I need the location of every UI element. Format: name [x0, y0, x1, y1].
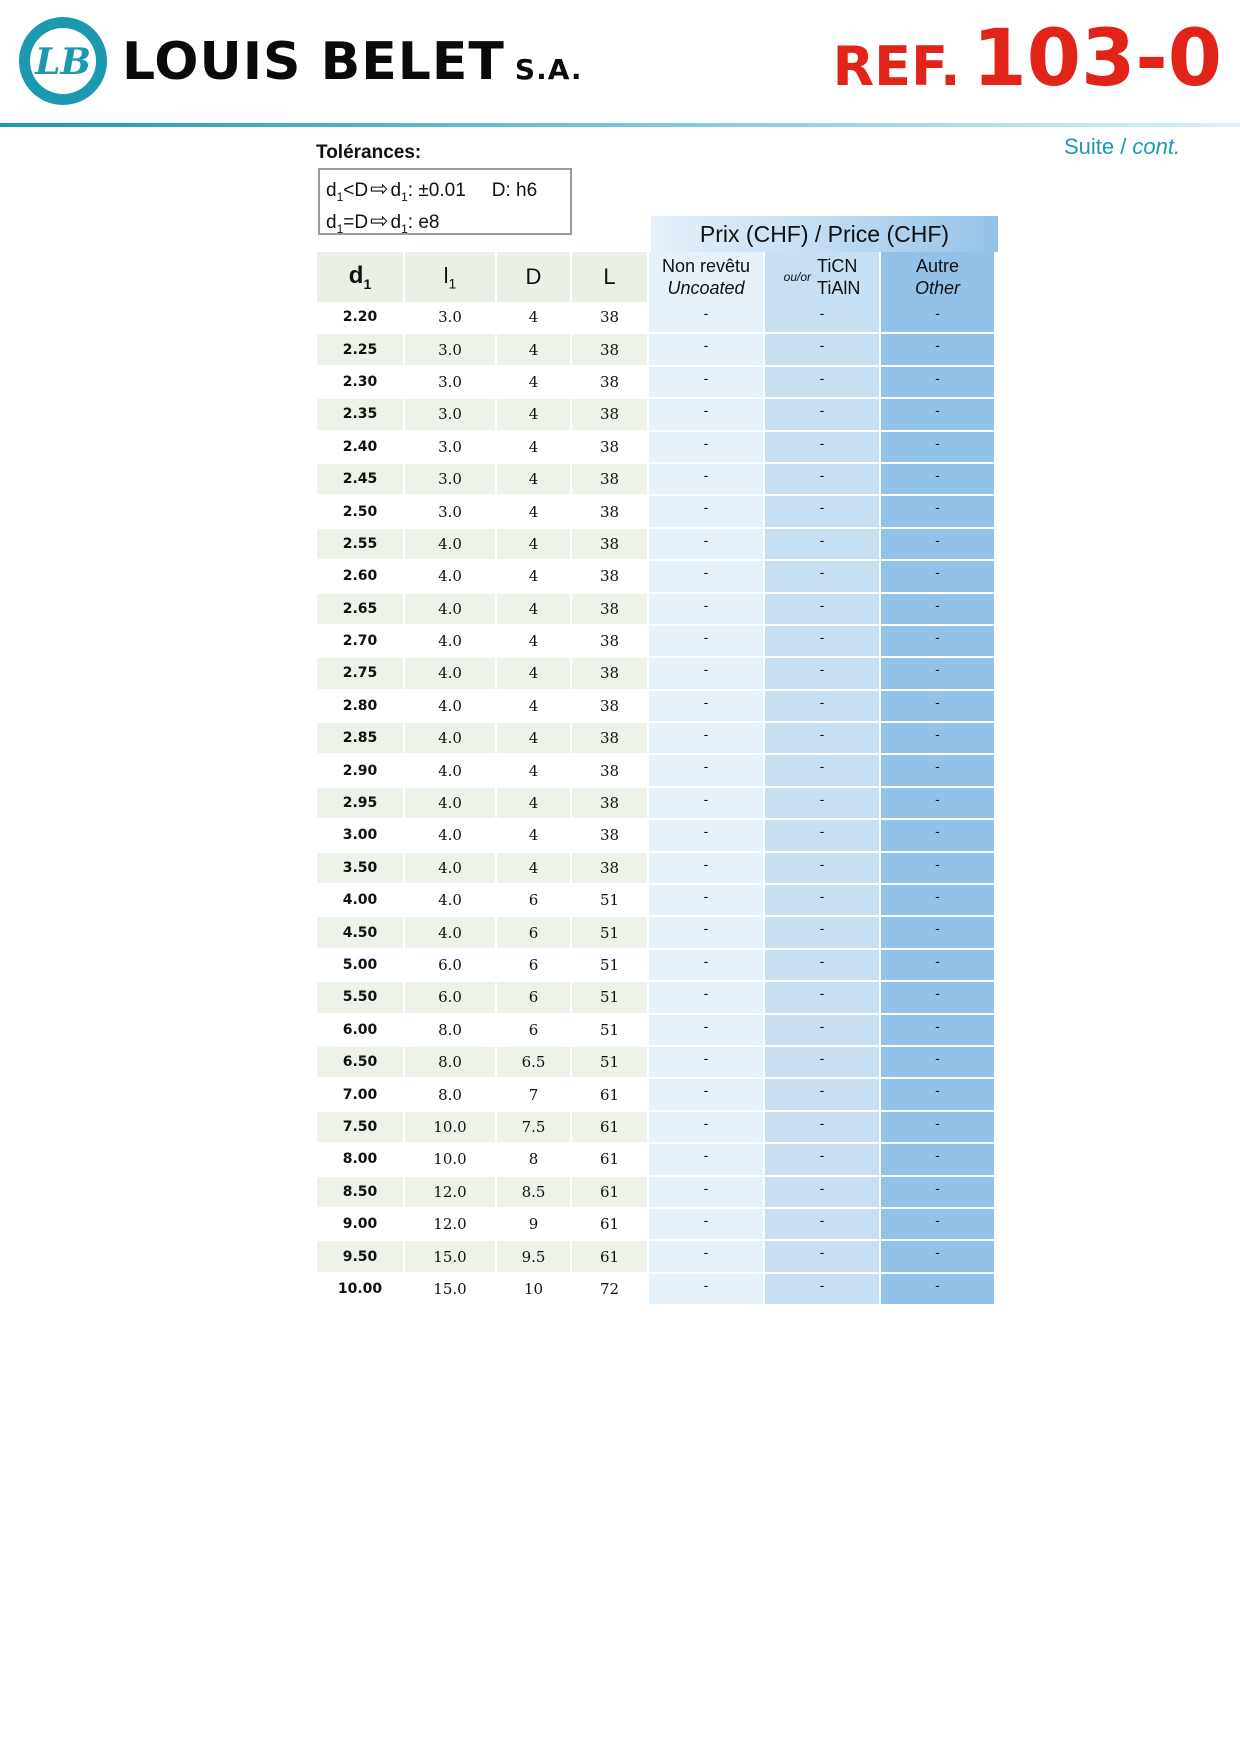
cell-d1: 2.90	[317, 754, 404, 786]
cell-price-coated: -	[764, 949, 880, 981]
cell-price-coated: -	[764, 1143, 880, 1175]
cell-price-coated: -	[764, 1014, 880, 1046]
table-row	[317, 463, 995, 495]
cell-price-uncoated: -	[648, 1111, 764, 1143]
cell-l1: 3.0	[404, 398, 496, 430]
cell-D: 8.5	[496, 1176, 571, 1208]
cell-l1: 12.0	[404, 1176, 496, 1208]
cell-l1: 4.0	[404, 754, 496, 786]
cell-l1: 4.0	[404, 722, 496, 754]
cell-l1: 4.0	[404, 593, 496, 625]
cell-D: 7	[496, 1078, 571, 1110]
table-row	[317, 593, 995, 625]
cell-l1: 4.0	[404, 560, 496, 592]
cell-L: 61	[571, 1240, 648, 1272]
cell-price-other: -	[880, 398, 995, 430]
cell-price-coated: -	[764, 981, 880, 1013]
table-row	[317, 690, 995, 722]
cell-l1: 10.0	[404, 1111, 496, 1143]
table-row	[317, 1046, 995, 1078]
cell-l1: 12.0	[404, 1208, 496, 1240]
cell-D: 4	[496, 754, 571, 786]
cell-d1: 2.35	[317, 398, 404, 430]
table-row	[317, 949, 995, 981]
cell-d1: 8.00	[317, 1143, 404, 1175]
cell-price-coated: -	[764, 1176, 880, 1208]
cell-d1: 9.50	[317, 1240, 404, 1272]
cell-price-other: -	[880, 916, 995, 948]
table-row	[317, 528, 995, 560]
cell-d1: 5.50	[317, 981, 404, 1013]
cell-L: 51	[571, 981, 648, 1013]
cell-price-uncoated: -	[648, 722, 764, 754]
cell-L: 38	[571, 431, 648, 463]
cell-price-uncoated: -	[648, 1046, 764, 1078]
cell-price-other: -	[880, 333, 995, 365]
cell-d1: 5.00	[317, 949, 404, 981]
cell-price-uncoated: -	[648, 398, 764, 430]
cell-price-uncoated: -	[648, 916, 764, 948]
reference-number	[833, 14, 1222, 104]
cell-l1: 6.0	[404, 949, 496, 981]
cell-price-coated: -	[764, 560, 880, 592]
cell-price-coated: -	[764, 852, 880, 884]
col-header-D: D	[496, 252, 571, 302]
cell-L: 38	[571, 398, 648, 430]
cell-L: 38	[571, 754, 648, 786]
continuation-en: cont.	[1132, 134, 1181, 159]
cell-D: 8	[496, 1143, 571, 1175]
cell-D: 4	[496, 366, 571, 398]
cell-price-coated: -	[764, 333, 880, 365]
cell-d1: 6.00	[317, 1014, 404, 1046]
arrow-right-icon: ⇨	[370, 208, 389, 233]
cell-price-coated: -	[764, 1046, 880, 1078]
cell-price-uncoated: -	[648, 949, 764, 981]
cell-d1: 2.50	[317, 495, 404, 527]
cell-l1: 3.0	[404, 495, 496, 527]
company-name-main: LOUIS BELET	[122, 32, 505, 92]
cell-d1: 7.00	[317, 1078, 404, 1110]
cell-L: 51	[571, 916, 648, 948]
cell-L: 38	[571, 690, 648, 722]
tolerances-box	[318, 168, 572, 235]
table-row	[317, 560, 995, 592]
cell-price-uncoated: -	[648, 754, 764, 786]
sizes-table	[317, 252, 996, 1306]
continuation-fr: Suite /	[1064, 134, 1127, 159]
cell-L: 38	[571, 819, 648, 851]
cell-d1: 2.20	[317, 302, 404, 333]
cell-d1: 2.95	[317, 787, 404, 819]
cell-D: 4	[496, 625, 571, 657]
table-row	[317, 366, 995, 398]
cell-price-uncoated: -	[648, 1273, 764, 1305]
table-row	[317, 754, 995, 786]
cell-d1: 10.00	[317, 1273, 404, 1305]
cell-price-uncoated: -	[648, 1176, 764, 1208]
cell-price-uncoated: -	[648, 333, 764, 365]
cell-price-other: -	[880, 819, 995, 851]
cell-L: 51	[571, 1046, 648, 1078]
cell-D: 6	[496, 981, 571, 1013]
table-row	[317, 302, 995, 333]
cell-L: 38	[571, 852, 648, 884]
cell-price-uncoated: -	[648, 463, 764, 495]
cell-d1: 2.55	[317, 528, 404, 560]
cell-price-coated: -	[764, 787, 880, 819]
cell-D: 7.5	[496, 1111, 571, 1143]
cell-price-other: -	[880, 560, 995, 592]
cell-L: 51	[571, 1014, 648, 1046]
cell-d1: 6.50	[317, 1046, 404, 1078]
cell-L: 38	[571, 366, 648, 398]
cell-price-other: -	[880, 852, 995, 884]
ref-number: 103-0	[972, 14, 1222, 104]
cell-l1: 15.0	[404, 1273, 496, 1305]
cell-price-uncoated: -	[648, 852, 764, 884]
cell-d1: 2.40	[317, 431, 404, 463]
table-row	[317, 884, 995, 916]
cell-D: 9.5	[496, 1240, 571, 1272]
company-logo	[18, 16, 108, 106]
cell-price-coated: -	[764, 366, 880, 398]
cell-price-uncoated: -	[648, 1208, 764, 1240]
cell-price-uncoated: -	[648, 366, 764, 398]
cell-D: 4	[496, 852, 571, 884]
cell-price-uncoated: -	[648, 528, 764, 560]
cell-L: 38	[571, 495, 648, 527]
table-row	[317, 916, 995, 948]
cell-price-uncoated: -	[648, 431, 764, 463]
cell-l1: 4.0	[404, 852, 496, 884]
cell-d1: 2.85	[317, 722, 404, 754]
tolerances-title: Tolérances:	[316, 142, 422, 163]
cell-D: 4	[496, 431, 571, 463]
cell-price-other: -	[880, 302, 995, 333]
table-row	[317, 431, 995, 463]
cell-l1: 6.0	[404, 981, 496, 1013]
cell-price-uncoated: -	[648, 1078, 764, 1110]
cell-price-other: -	[880, 981, 995, 1013]
cell-D: 4	[496, 333, 571, 365]
cell-price-uncoated: -	[648, 560, 764, 592]
cell-l1: 4.0	[404, 884, 496, 916]
cell-l1: 10.0	[404, 1143, 496, 1175]
cell-L: 38	[571, 625, 648, 657]
table-row	[317, 981, 995, 1013]
cell-D: 4	[496, 819, 571, 851]
table-row	[317, 333, 995, 365]
cell-D: 4	[496, 657, 571, 689]
table-row	[317, 1273, 995, 1305]
cell-l1: 3.0	[404, 302, 496, 333]
continuation-note	[1064, 134, 1180, 160]
cell-price-coated: -	[764, 690, 880, 722]
cell-price-coated: -	[764, 528, 880, 560]
col-header-other: Autre Other	[880, 252, 995, 302]
table-row	[317, 722, 995, 754]
cell-D: 10	[496, 1273, 571, 1305]
cell-price-coated: -	[764, 754, 880, 786]
cell-l1: 3.0	[404, 431, 496, 463]
cell-price-coated: -	[764, 884, 880, 916]
cell-price-other: -	[880, 1240, 995, 1272]
price-header: Prix (CHF) / Price (CHF)	[651, 216, 998, 252]
cell-price-other: -	[880, 1111, 995, 1143]
cell-d1: 4.50	[317, 916, 404, 948]
cell-price-uncoated: -	[648, 302, 764, 333]
cell-d1: 2.30	[317, 366, 404, 398]
cell-price-coated: -	[764, 1111, 880, 1143]
cell-price-uncoated: -	[648, 1240, 764, 1272]
cell-price-other: -	[880, 528, 995, 560]
header-divider	[0, 123, 1240, 127]
cell-D: 6.5	[496, 1046, 571, 1078]
cell-d1: 2.80	[317, 690, 404, 722]
cell-l1: 4.0	[404, 787, 496, 819]
cell-price-other: -	[880, 1014, 995, 1046]
cell-l1: 4.0	[404, 819, 496, 851]
cell-D: 4	[496, 302, 571, 333]
table-row	[317, 819, 995, 851]
cell-price-other: -	[880, 463, 995, 495]
col-header-L: L	[571, 252, 648, 302]
cell-L: 38	[571, 333, 648, 365]
cell-price-coated: -	[764, 625, 880, 657]
cell-price-other: -	[880, 754, 995, 786]
table-header-row	[317, 252, 995, 302]
cell-price-uncoated: -	[648, 657, 764, 689]
cell-D: 6	[496, 884, 571, 916]
cell-price-other: -	[880, 1143, 995, 1175]
cell-price-other: -	[880, 787, 995, 819]
table-row	[317, 495, 995, 527]
cell-price-coated: -	[764, 1208, 880, 1240]
cell-price-uncoated: -	[648, 819, 764, 851]
cell-price-other: -	[880, 495, 995, 527]
cell-price-coated: -	[764, 657, 880, 689]
cell-D: 4	[496, 495, 571, 527]
cell-D: 4	[496, 398, 571, 430]
cell-D: 4	[496, 787, 571, 819]
cell-price-other: -	[880, 722, 995, 754]
table-row	[317, 1078, 995, 1110]
cell-d1: 3.50	[317, 852, 404, 884]
cell-l1: 4.0	[404, 690, 496, 722]
cell-L: 38	[571, 722, 648, 754]
cell-price-coated: -	[764, 722, 880, 754]
cell-d1: 9.00	[317, 1208, 404, 1240]
cell-d1: 2.70	[317, 625, 404, 657]
cell-price-uncoated: -	[648, 981, 764, 1013]
cell-l1: 8.0	[404, 1046, 496, 1078]
cell-price-coated: -	[764, 916, 880, 948]
table-row	[317, 787, 995, 819]
cell-price-uncoated: -	[648, 495, 764, 527]
cell-l1: 8.0	[404, 1078, 496, 1110]
cell-price-coated: -	[764, 398, 880, 430]
cell-L: 51	[571, 884, 648, 916]
cell-d1: 4.00	[317, 884, 404, 916]
cell-D: 4	[496, 463, 571, 495]
cell-D: 4	[496, 593, 571, 625]
cell-D: 4	[496, 560, 571, 592]
cell-L: 72	[571, 1273, 648, 1305]
cell-price-coated: -	[764, 1240, 880, 1272]
cell-L: 38	[571, 463, 648, 495]
cell-price-coated: -	[764, 593, 880, 625]
cell-d1: 3.00	[317, 819, 404, 851]
cell-price-uncoated: -	[648, 884, 764, 916]
cell-l1: 3.0	[404, 333, 496, 365]
cell-price-coated: -	[764, 463, 880, 495]
cell-price-coated: -	[764, 1273, 880, 1305]
cell-price-other: -	[880, 949, 995, 981]
cell-D: 4	[496, 528, 571, 560]
cell-L: 38	[571, 657, 648, 689]
table-row	[317, 398, 995, 430]
cell-d1: 2.60	[317, 560, 404, 592]
cell-D: 4	[496, 690, 571, 722]
table-row	[317, 1176, 995, 1208]
cell-price-other: -	[880, 593, 995, 625]
cell-l1: 4.0	[404, 625, 496, 657]
cell-price-coated: -	[764, 495, 880, 527]
cell-D: 6	[496, 1014, 571, 1046]
table-row	[317, 625, 995, 657]
cell-price-other: -	[880, 1046, 995, 1078]
cell-l1: 3.0	[404, 366, 496, 398]
cell-L: 38	[571, 528, 648, 560]
cell-L: 61	[571, 1176, 648, 1208]
tolerance-D: D: h6	[491, 180, 538, 201]
cell-l1: 15.0	[404, 1240, 496, 1272]
cell-l1: 4.0	[404, 657, 496, 689]
cell-price-uncoated: -	[648, 690, 764, 722]
col-header-d1: $d_1$	[317, 252, 404, 302]
cell-L: 51	[571, 949, 648, 981]
cell-price-other: -	[880, 1176, 995, 1208]
col-header-l1: $l_1$	[404, 252, 496, 302]
cell-d1: 2.25	[317, 333, 404, 365]
table-row	[317, 1208, 995, 1240]
cell-price-coated: -	[764, 431, 880, 463]
cell-D: 9	[496, 1208, 571, 1240]
cell-D: 4	[496, 722, 571, 754]
cell-price-coated: -	[764, 1078, 880, 1110]
cell-l1: 3.0	[404, 463, 496, 495]
cell-price-coated: -	[764, 819, 880, 851]
cell-D: 6	[496, 916, 571, 948]
company-name	[122, 32, 583, 92]
table-row	[317, 657, 995, 689]
tolerance-line-2: $d_1=D⇨$ $d_1$: e8	[326, 208, 440, 236]
cell-d1: 2.45	[317, 463, 404, 495]
cell-D: 6	[496, 949, 571, 981]
cell-L: 61	[571, 1208, 648, 1240]
cell-L: 38	[571, 302, 648, 333]
cell-price-other: -	[880, 1078, 995, 1110]
cell-L: 61	[571, 1078, 648, 1110]
cell-price-other: -	[880, 657, 995, 689]
cell-price-other: -	[880, 1208, 995, 1240]
table-row	[317, 852, 995, 884]
cell-l1: 4.0	[404, 528, 496, 560]
cell-price-uncoated: -	[648, 787, 764, 819]
table-row	[317, 1111, 995, 1143]
cell-L: 61	[571, 1143, 648, 1175]
cell-price-uncoated: -	[648, 1014, 764, 1046]
cell-L: 61	[571, 1111, 648, 1143]
cell-price-other: -	[880, 884, 995, 916]
cell-d1: 2.75	[317, 657, 404, 689]
cell-l1: 8.0	[404, 1014, 496, 1046]
cell-price-other: -	[880, 690, 995, 722]
tolerance-line-1: $d_1<D⇨$ $d_1$: ±0.01 D: h6	[326, 176, 538, 204]
cell-d1: 8.50	[317, 1176, 404, 1208]
cell-price-uncoated: -	[648, 1143, 764, 1175]
cell-price-coated: -	[764, 302, 880, 333]
table-row	[317, 1143, 995, 1175]
cell-L: 38	[571, 593, 648, 625]
col-header-uncoated: Non revêtu Uncoated	[648, 252, 764, 302]
cell-price-uncoated: -	[648, 625, 764, 657]
cell-L: 38	[571, 787, 648, 819]
cell-price-uncoated: -	[648, 593, 764, 625]
company-suffix: S.A.	[514, 53, 583, 86]
cell-price-other: -	[880, 625, 995, 657]
cell-d1: 2.65	[317, 593, 404, 625]
cell-l1: 4.0	[404, 916, 496, 948]
logo-text: LB	[35, 41, 91, 83]
col-header-coated: ou/orTiCN TiAlN	[764, 252, 880, 302]
cell-price-other: -	[880, 1273, 995, 1305]
cell-d1: 7.50	[317, 1111, 404, 1143]
cell-price-other: -	[880, 366, 995, 398]
cell-L: 38	[571, 560, 648, 592]
table-row	[317, 1240, 995, 1272]
table-row	[317, 1014, 995, 1046]
cell-price-other: -	[880, 431, 995, 463]
arrow-right-icon: ⇨	[370, 176, 389, 201]
ref-label: REF.	[832, 35, 961, 98]
